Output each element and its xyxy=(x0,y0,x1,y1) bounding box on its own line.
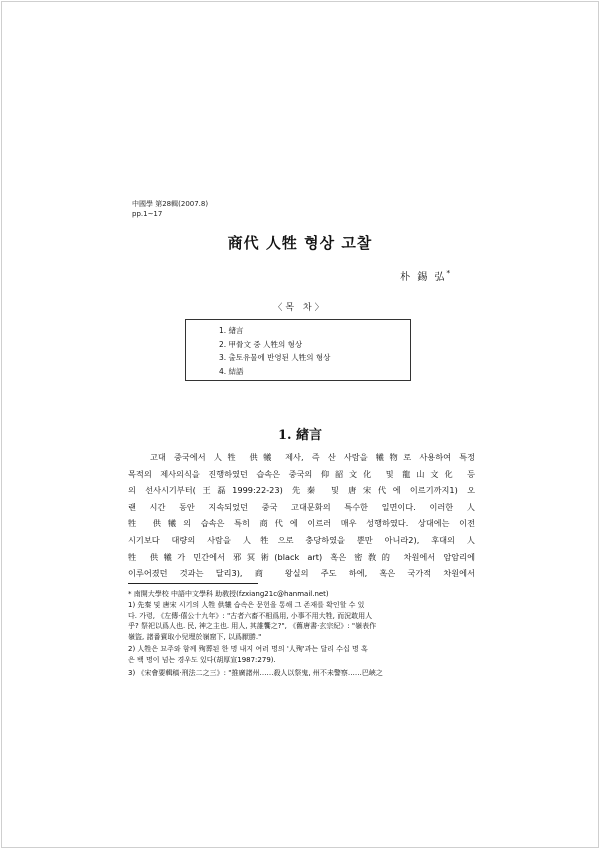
paper-title: 商代 人牲 형상 고찰 xyxy=(227,234,373,252)
toc-heading: 〈목 차〉 xyxy=(273,303,327,313)
body-text xyxy=(128,449,475,582)
footnote-line: 은 백 명이 넘는 경우도 있다(胡厚宣1987:279). xyxy=(128,656,276,665)
footnote-line: 2) 人牲은 묘주와 함께 殉葬된 한 명 내지 여러 명의 '人殉'과는 달리 수십 명 혹 xyxy=(128,645,368,654)
footnote-line: 1) 先秦 및 唐宋 시기의 人牲 供犧 습속은 문헌을 통해 그 존재를 확인할 수 있 xyxy=(128,600,365,609)
footnotes xyxy=(128,589,475,678)
section-heading: 1. 緖言 xyxy=(277,428,323,443)
author-line xyxy=(400,268,452,283)
footnote-affiliation: * 南開大學校 中語中文學科 助敎授(fzxiang21c@hanmail.net) xyxy=(128,590,329,598)
author-footnote-mark: * xyxy=(446,269,452,278)
journal-header xyxy=(132,199,208,219)
page-range: pp.1~17 xyxy=(132,210,163,218)
footnote-line: 嶺盜, 諸番賓取小兒埋於嶺窟下, 以爲厭勝." xyxy=(128,633,262,642)
table-of-contents xyxy=(185,319,411,381)
body-line: 랜 시간 동안 지속되었던 중국 고대문화의 특수한 일면이다. 이러한 人 xyxy=(128,501,475,512)
footnote-divider xyxy=(128,583,258,584)
body-line: 목적의 제사의식을 진행하였던 습속은 중국의 仰韶文化 및 龍山文化 등 xyxy=(128,468,475,479)
toc-item: 4. 結語 xyxy=(219,366,244,376)
body-line: 고대 중국에서 人牲 供犧 제사, 즉 산 사람을 犧物로 사용하여 특정 xyxy=(150,452,475,462)
footnote-line: 다. 가령, 《左傳·僖公十九年》: "古者六畜不相爲用, 小事不用大牲, 而況敢用人 xyxy=(128,611,373,620)
author-name: 朴 錫 弘 xyxy=(400,272,447,283)
body-line: 의 선사시기부터(王磊1999:22-23) 先秦 및 唐宋代에 이르기까지1) 오 xyxy=(128,485,475,496)
body-line: 시기보다 대량의 사람을 人牲으로 충당하였을 뿐만 아니라2), 후대의 人 xyxy=(128,534,475,545)
footnote-line: 乎? 祭祀以爲人也. 民, 神之主也. 用人, 其誰饗之?", 《舊唐書·玄宗紀》: "嶺表作 xyxy=(128,622,377,631)
toc-item: 3. 출토유물에 반영된 人牲의 형상 xyxy=(219,353,331,362)
body-line: 牲 供犧가 민간에서 邪冥術(black art) 혹은 密敎的 차원에서 암암리에 xyxy=(128,551,475,562)
body-line: 이루어졌던 것과는 달리3), 商 왕실의 주도 하에, 혹은 국가적 차원에서 xyxy=(128,568,475,579)
footnote-line: 3) 《宋會要輯稿·刑法二之三》: "推廣諸州……殺人以祭鬼, 州不未警察……巴峽之 xyxy=(128,668,383,677)
toc-item: 2. 甲骨文 중 人牲의 형상 xyxy=(219,339,303,349)
journal-issue: 中國學 第28輯(2007.8) xyxy=(132,200,209,208)
toc-item: 1. 緖言 xyxy=(219,326,244,335)
body-line: 牲 供犧의 습속은 특히 商代에 이르러 매우 성행하였다. 상대에는 이전 xyxy=(128,518,475,529)
